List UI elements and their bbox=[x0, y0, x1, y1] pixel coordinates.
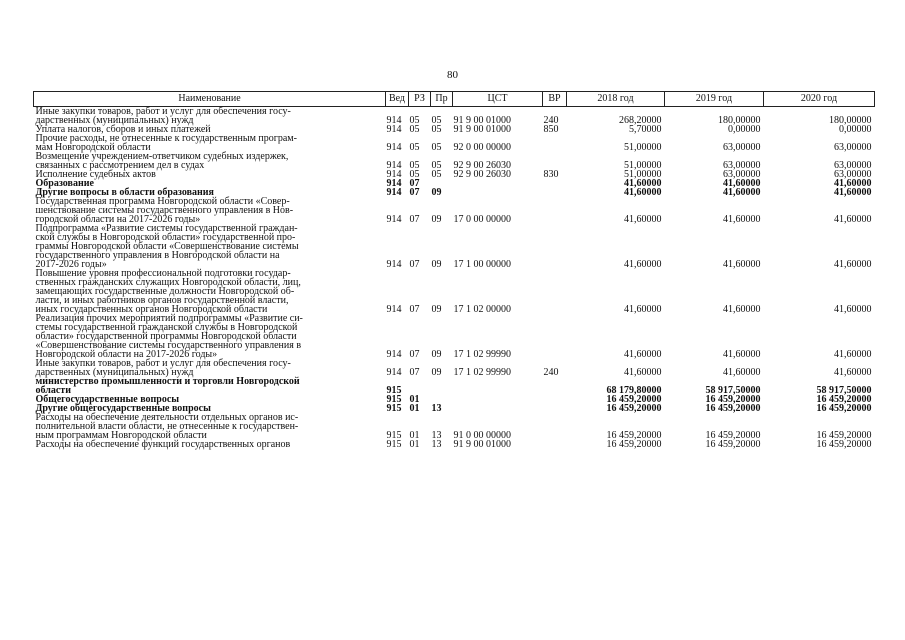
pr-cell: 09 bbox=[431, 187, 442, 198]
ved-cell: 914 bbox=[386, 187, 402, 198]
vr-cell bbox=[543, 152, 567, 170]
value-2020: 41,60000 bbox=[834, 178, 872, 189]
row-name-line: ственных гражданских служащих Новгородской области, лиц, bbox=[35, 277, 301, 288]
vr-cell: 830 bbox=[543, 169, 559, 180]
value-2019: 41,60000 bbox=[723, 304, 761, 315]
vr-cell: 850 bbox=[543, 124, 559, 135]
value-2019: 16 459,20000 bbox=[705, 430, 761, 441]
value-2020: 16 459,20000 bbox=[816, 403, 872, 414]
rz-cell: 07 bbox=[409, 259, 420, 270]
cst-cell: 17 1 02 00000 bbox=[453, 304, 511, 315]
rz-cell: 01 bbox=[409, 403, 420, 414]
vr-cell bbox=[543, 188, 567, 197]
row-name-line: ской службы в Новгородской области» государственной про- bbox=[35, 232, 296, 243]
table-row bbox=[34, 359, 875, 377]
rz-cell: 05 bbox=[409, 124, 420, 135]
value-2018: 41,60000 bbox=[624, 349, 662, 360]
value-2020: 0,00000 bbox=[839, 124, 872, 135]
value-2018: 51,00000 bbox=[624, 142, 662, 153]
budget-table bbox=[33, 91, 875, 449]
rz-cell: 07 bbox=[409, 187, 420, 198]
row-name bbox=[34, 134, 386, 152]
vr-cell bbox=[543, 224, 567, 269]
cst-cell: 92 9 00 26030 bbox=[453, 160, 511, 171]
value-2018: 51,00000 bbox=[624, 169, 662, 180]
vr-cell bbox=[543, 413, 567, 440]
row-name bbox=[34, 107, 386, 126]
row-name bbox=[34, 269, 386, 314]
pr-cell: 09 bbox=[431, 304, 442, 315]
value-2018: 41,60000 bbox=[624, 214, 662, 225]
value-2019: 63,00000 bbox=[723, 160, 761, 171]
vr-cell bbox=[543, 197, 567, 224]
row-name-line: Государственная программа Новгородской области «Совер- bbox=[35, 196, 290, 207]
vr-cell: 240 bbox=[543, 115, 559, 126]
value-2018: 41,60000 bbox=[624, 178, 662, 189]
rz-cell: 01 bbox=[409, 439, 420, 450]
row-name-line: «Совершенствование системы государственного управления в bbox=[35, 340, 302, 351]
row-name-line: Новгородской области на 2017-2026 годы» bbox=[35, 349, 218, 360]
header-2019: 2019 год bbox=[665, 92, 764, 107]
value-2018: 41,60000 bbox=[624, 259, 662, 270]
vr-cell bbox=[543, 269, 567, 314]
table-row bbox=[34, 413, 875, 440]
row-name-line: Реализация прочих мероприятий подпрограммы «Развитие си- bbox=[35, 313, 303, 324]
row-name-line: Уплата налогов, сборов и иных платежей bbox=[35, 124, 211, 135]
pr-cell: 09 bbox=[431, 349, 442, 360]
row-name-line: Расходы на обеспечение функций государственных органов bbox=[35, 439, 291, 450]
header-ved: Вед bbox=[386, 92, 409, 107]
pr-cell: 13 bbox=[431, 403, 442, 414]
row-name-line: городской области на 2017-2026 годы» bbox=[35, 214, 201, 225]
value-2019: 0,00000 bbox=[728, 124, 761, 135]
value-2019: 41,60000 bbox=[723, 178, 761, 189]
value-2020: 41,60000 bbox=[834, 187, 872, 198]
value-2018: 41,60000 bbox=[624, 304, 662, 315]
value-2019: 41,60000 bbox=[723, 187, 761, 198]
ved-cell: 914 bbox=[386, 349, 402, 360]
row-name-line: связанных с рассмотрением дел в судах bbox=[35, 160, 205, 171]
value-2019: 41,60000 bbox=[723, 259, 761, 270]
row-name-line: стемы государственной гражданской службы в Новгородской bbox=[35, 322, 298, 333]
rz-cell bbox=[409, 377, 431, 395]
ved-cell: 915 bbox=[386, 394, 402, 405]
row-name bbox=[34, 197, 386, 224]
value-2018: 16 459,20000 bbox=[606, 439, 662, 450]
row-name-line: Исполнение судебных актов bbox=[35, 169, 156, 180]
row-name bbox=[34, 152, 386, 170]
page-number: 80 bbox=[447, 69, 458, 81]
pr-cell: 05 bbox=[431, 124, 442, 135]
ved-cell: 914 bbox=[386, 115, 402, 126]
rz-cell: 05 bbox=[409, 115, 420, 126]
rz-cell: 07 bbox=[409, 349, 420, 360]
value-2019: 16 459,20000 bbox=[705, 403, 761, 414]
header-cst: ЦСТ bbox=[453, 92, 543, 107]
ved-cell: 914 bbox=[386, 160, 402, 171]
row-name bbox=[34, 359, 386, 377]
value-2020: 16 459,20000 bbox=[816, 430, 872, 441]
value-2020: 16 459,20000 bbox=[816, 394, 872, 405]
row-name-line: области bbox=[35, 385, 71, 396]
ved-cell: 915 bbox=[386, 430, 402, 441]
header-vr: ВР bbox=[543, 92, 567, 107]
value-2019: 180,00000 bbox=[718, 115, 761, 126]
table-row bbox=[34, 107, 875, 126]
pr-cell: 13 bbox=[431, 439, 442, 450]
value-2020: 41,60000 bbox=[834, 214, 872, 225]
value-2019: 41,60000 bbox=[723, 349, 761, 360]
vr-cell bbox=[543, 179, 567, 188]
value-2020: 63,00000 bbox=[834, 169, 872, 180]
cst-cell: 17 1 02 99990 bbox=[453, 367, 511, 378]
rz-cell: 07 bbox=[409, 214, 420, 225]
value-2019: 63,00000 bbox=[723, 169, 761, 180]
header-pr: Пр bbox=[431, 92, 453, 107]
row-name-line: граммы Новгородской области «Совершенствование системы bbox=[35, 241, 299, 252]
cst-cell: 92 0 00 00000 bbox=[453, 142, 511, 153]
row-name-line: полнительной власти области, не отнесенные к государствен- bbox=[35, 421, 299, 432]
row-name-line: ласти, и иных работников органов государственной власти, bbox=[35, 295, 289, 306]
rz-cell: 05 bbox=[409, 142, 420, 153]
rz-cell: 07 bbox=[409, 178, 420, 189]
row-name-line: замещающих государственные должности Новгородской об- bbox=[35, 286, 295, 297]
cst-cell: 91 9 00 01000 bbox=[453, 439, 511, 450]
row-name-line: государственного управления в Новгородской области на bbox=[35, 250, 280, 261]
cst-cell bbox=[453, 404, 543, 413]
value-2018: 41,60000 bbox=[624, 367, 662, 378]
row-name-line: Иные закупки товаров, работ и услуг для обеспечения госу- bbox=[35, 358, 291, 369]
vr-cell bbox=[543, 314, 567, 359]
row-name-line: ным программам Новгородской области bbox=[35, 430, 207, 441]
pr-cell: 05 bbox=[431, 160, 442, 171]
value-2020: 16 459,20000 bbox=[816, 439, 872, 450]
pr-cell: 09 bbox=[431, 214, 442, 225]
pr-cell bbox=[431, 377, 453, 395]
value-2019: 41,60000 bbox=[723, 367, 761, 378]
value-2018: 268,20000 bbox=[619, 115, 662, 126]
table-row bbox=[34, 314, 875, 359]
value-2020: 63,00000 bbox=[834, 142, 872, 153]
vr-cell bbox=[543, 377, 567, 395]
value-2018: 16 459,20000 bbox=[606, 403, 662, 414]
value-2018: 16 459,20000 bbox=[606, 394, 662, 405]
ved-cell: 914 bbox=[386, 259, 402, 270]
row-name-line: Другие вопросы в области образования bbox=[35, 187, 214, 198]
cst-cell: 91 9 00 01000 bbox=[453, 124, 511, 135]
row-name-line: Повышение уровня профессиональной подготовки государ- bbox=[35, 268, 291, 279]
cst-cell: 17 1 02 99990 bbox=[453, 349, 511, 360]
vr-cell: 240 bbox=[543, 367, 559, 378]
row-name-line: Образование bbox=[35, 178, 94, 189]
header-rz: РЗ bbox=[409, 92, 431, 107]
ved-cell: 914 bbox=[386, 367, 402, 378]
header-2018: 2018 год bbox=[567, 92, 665, 107]
ved-cell: 914 bbox=[386, 124, 402, 135]
row-name bbox=[34, 224, 386, 269]
row-name-line: области» государственной программы Новгородской области bbox=[35, 331, 297, 342]
row-name-line: 2017-2026 годы» bbox=[35, 259, 107, 270]
rz-cell: 07 bbox=[409, 304, 420, 315]
pr-cell: 09 bbox=[431, 367, 442, 378]
header-name: Наименование bbox=[34, 92, 386, 107]
value-2019: 58 917,50000 bbox=[705, 385, 761, 396]
value-2020: 41,60000 bbox=[834, 367, 872, 378]
ved-cell: 914 bbox=[386, 142, 402, 153]
cst-cell bbox=[453, 395, 543, 404]
row-name-line: Общегосударственные вопросы bbox=[35, 394, 180, 405]
value-2019: 16 459,20000 bbox=[705, 394, 761, 405]
pr-cell: 05 bbox=[431, 169, 442, 180]
pr-cell: 09 bbox=[431, 259, 442, 270]
cst-cell: 91 9 00 01000 bbox=[453, 115, 511, 126]
row-name-line: дарственных (муниципальных) нужд bbox=[35, 115, 194, 126]
pr-cell: 05 bbox=[431, 142, 442, 153]
ved-cell: 914 bbox=[386, 178, 402, 189]
table-header-row bbox=[34, 92, 875, 107]
cst-cell: 17 1 00 00000 bbox=[453, 259, 511, 270]
row-name-line: дарственных (муниципальных) нужд bbox=[35, 367, 194, 378]
vr-cell bbox=[543, 395, 567, 404]
table-body bbox=[34, 107, 875, 450]
table-row bbox=[34, 197, 875, 224]
ved-cell: 914 bbox=[386, 304, 402, 315]
pr-cell: 13 bbox=[431, 430, 442, 441]
vr-cell bbox=[543, 134, 567, 152]
row-name bbox=[34, 440, 386, 449]
table-row bbox=[34, 377, 875, 395]
value-2018: 51,00000 bbox=[624, 160, 662, 171]
ved-cell: 914 bbox=[386, 214, 402, 225]
row-name-line: иных государственных органов Новгородской области bbox=[35, 304, 268, 315]
value-2020: 41,60000 bbox=[834, 349, 872, 360]
value-2020: 180,00000 bbox=[829, 115, 872, 126]
cst-cell bbox=[453, 377, 543, 395]
cst-cell: 91 0 00 00000 bbox=[453, 430, 511, 441]
rz-cell: 05 bbox=[409, 160, 420, 171]
row-name-line: Возмещение учреждением-ответчиком судебных издержек, bbox=[35, 151, 289, 162]
table-row bbox=[34, 269, 875, 314]
value-2020: 41,60000 bbox=[834, 259, 872, 270]
value-2020: 63,00000 bbox=[834, 160, 872, 171]
value-2020: 41,60000 bbox=[834, 304, 872, 315]
row-name bbox=[34, 413, 386, 440]
ved-cell: 915 bbox=[386, 439, 402, 450]
table-row bbox=[34, 224, 875, 269]
value-2019: 16 459,20000 bbox=[705, 439, 761, 450]
value-2020: 58 917,50000 bbox=[816, 385, 872, 396]
rz-cell: 05 bbox=[409, 169, 420, 180]
value-2019: 63,00000 bbox=[723, 142, 761, 153]
pr-cell: 05 bbox=[431, 115, 442, 126]
ved-cell: 914 bbox=[386, 169, 402, 180]
row-name-line: Подпрограмма «Развитие системы государственной граждан- bbox=[35, 223, 298, 234]
row-name-line: Другие общегосударственные вопросы bbox=[35, 403, 211, 414]
table-row bbox=[34, 134, 875, 152]
value-2018: 16 459,20000 bbox=[606, 430, 662, 441]
cst-cell bbox=[453, 188, 543, 197]
table-row bbox=[34, 152, 875, 170]
table-row bbox=[34, 440, 875, 449]
value-2019: 41,60000 bbox=[723, 214, 761, 225]
rz-cell: 07 bbox=[409, 367, 420, 378]
row-name bbox=[34, 377, 386, 395]
row-name bbox=[34, 314, 386, 359]
ved-cell: 915 bbox=[386, 403, 402, 414]
row-name-line: мам Новгородской области bbox=[35, 142, 151, 153]
rz-cell: 01 bbox=[409, 394, 420, 405]
row-name-line: шенствование системы государственного управления в Нов- bbox=[35, 205, 294, 216]
header-2020: 2020 год bbox=[764, 92, 875, 107]
cst-cell: 17 0 00 00000 bbox=[453, 214, 511, 225]
ved-cell: 915 bbox=[386, 385, 402, 396]
value-2018: 5,70000 bbox=[629, 124, 662, 135]
rz-cell: 01 bbox=[409, 430, 420, 441]
row-name-line: Прочие расходы, не отнесенные к государственным програм- bbox=[35, 133, 297, 144]
value-2018: 41,60000 bbox=[624, 187, 662, 198]
row-name-line: министерство промышленности и торговли Новгородской bbox=[35, 376, 300, 387]
vr-cell bbox=[543, 440, 567, 449]
cst-cell: 92 9 00 26030 bbox=[453, 169, 511, 180]
row-name-line: Расходы на обеспечение деятельности отдельных органов ис- bbox=[35, 412, 299, 423]
value-2018: 68 179,80000 bbox=[606, 385, 662, 396]
row-name-line: Иные закупки товаров, работ и услуг для обеспечения госу- bbox=[35, 106, 291, 117]
vr-cell bbox=[543, 404, 567, 413]
cst-cell bbox=[453, 179, 543, 188]
